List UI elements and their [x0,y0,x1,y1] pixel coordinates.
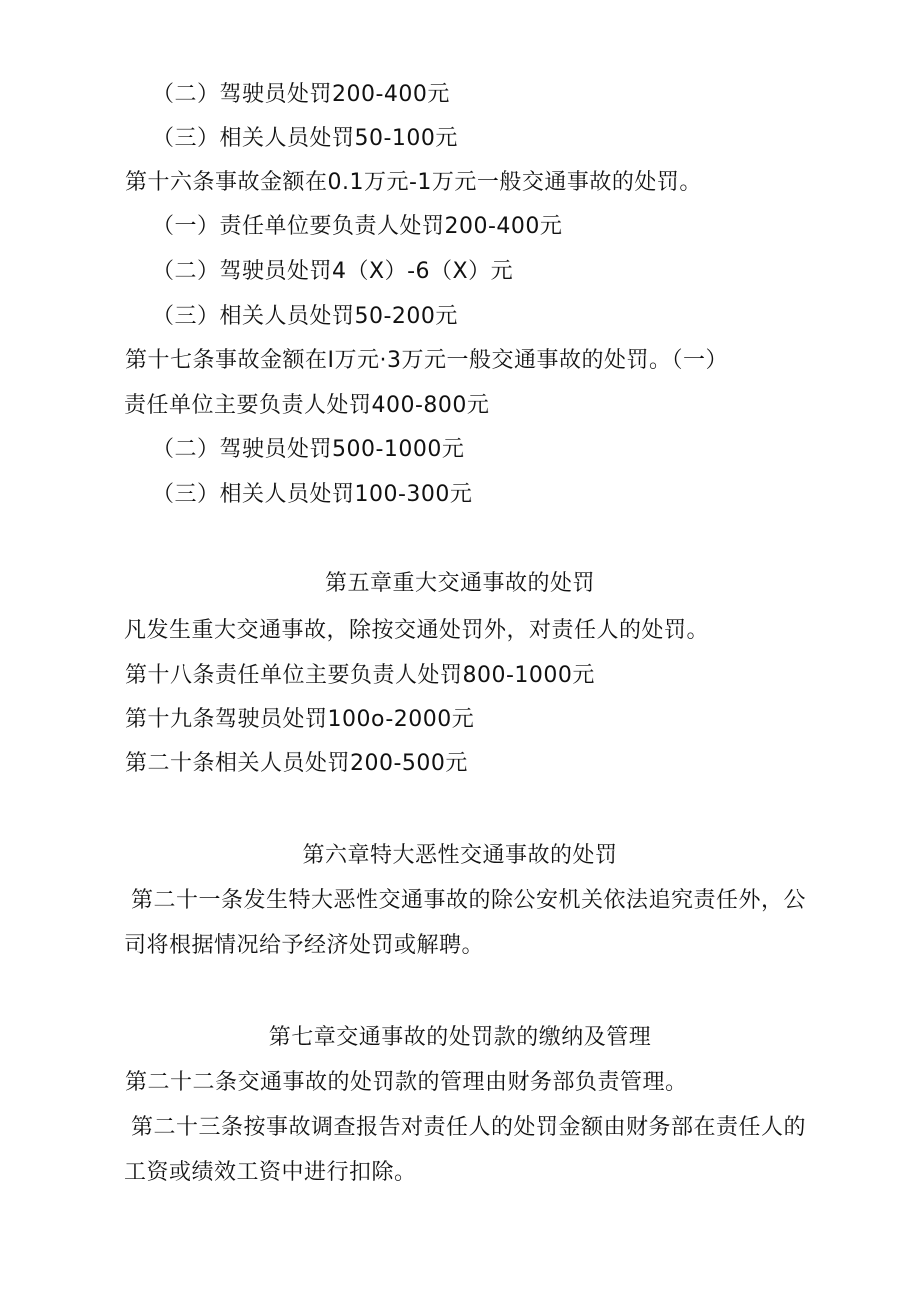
penalty-item: （二）驾驶员处罚200-400元 [152,82,450,107]
penalty-item: （二）驾驶员处罚4（X）-6（X）元 [152,259,514,284]
penalty-item: （三）相关人员处罚50-200元 [152,304,458,329]
chapter-6-heading: 第六章特大恶性交通事故的处罚 [302,843,618,868]
penalty-item: （二）驾驶员处罚500-1000元 [152,437,465,462]
article-19: 第十九条驾驶员处罚100o-2000元 [125,707,475,732]
article-21-continued: 司将根据情况给予经济处罚或解聘。 [124,933,485,958]
article-23-continued: 工资或绩效工资中进行扣除。 [124,1160,417,1185]
article-20: 第二十条相关人员处罚200-500元 [125,751,468,776]
article-22: 第二十二条交通事故的处罚款的管理由财务部负责管理。 [125,1070,688,1095]
article-21: 第二十一条发生特大恶性交通事故的除公安机关依法追究责任外，公 [131,888,807,913]
article-16: 第十六条事故金额在0.1万元-1万元一般交通事故的处罚。 [125,170,702,195]
penalty-item: （一）责任单位要负责人处罚200-400元 [152,214,563,239]
article-23: 第二十三条按事故调查报告对责任人的处罚金额由财务部在责任人的 [131,1115,807,1140]
chapter-5-heading: 第五章重大交通事故的处罚 [324,571,595,596]
article-17: 第十七条事故金额在I万元·3万元一般交通事故的处罚。（一） [125,348,728,373]
chapter-5-intro: 凡发生重大交通事故，除按交通处罚外，对责任人的处罚。 [124,618,710,643]
article-17-continued: 责任单位主要负责人处罚400-800元 [124,393,490,418]
article-18: 第十八条责任单位主要负责人处罚800-1000元 [125,663,595,688]
chapter-7-heading: 第七章交通事故的处罚款的缴纳及管理 [268,1025,652,1050]
penalty-item: （三）相关人员处罚100-300元 [152,482,473,507]
penalty-item: （三）相关人员处罚50-100元 [152,126,458,151]
